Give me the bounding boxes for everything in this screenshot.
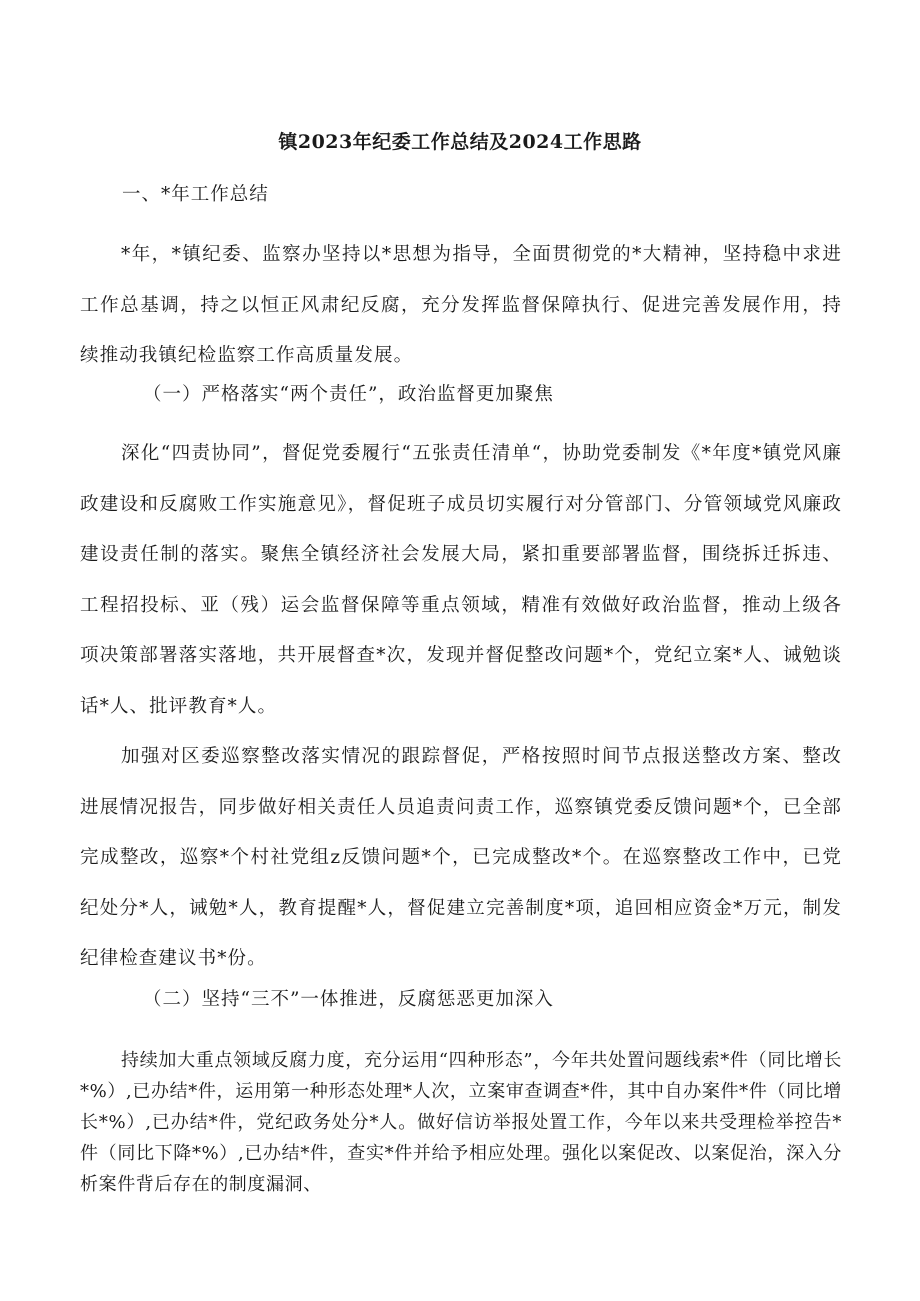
- subsection-heading-responsibility: （一）严格落实“两个责任”，政治监督更加聚焦: [143, 384, 554, 405]
- paragraph-anti-corruption: 持续加大重点领域反腐力度，充分运用“四种形态”，今年共处置问题线索*件（同比增长*%）,已办结*件，运用第一种形态处理*人次，立案审查调查*件，其中自办案件*件（同比增长*%）,已办结*件，党纪政务处分*人。做好信访举报处置工作，今年以来共受理检举控告*件（同比下降*%）,已办结*件，查实*件并给予相应处理。强化以案促改、以案促治，深入分析案件背后存在的制度漏洞、: [80, 1050, 842, 1195]
- section-heading-work-summary: 一、*年工作总结: [122, 184, 269, 205]
- document-title: 镇2023年纪委工作总结及2024工作思路: [278, 131, 642, 153]
- paragraph-political-supervision: 深化“四责协同”，督促党委履行“五张责任清单“，协助党委制发《*年度*镇党风廉政建设和反腐败工作实施意见》，督促班子成员切实履行对分管部门、分管领域党风廉政建设责任制的落实。聚焦全镇经济社会发展大局，紧扣重要部署监督，围绕拆迁拆违、工程招投标、亚（残）运会监督保障等重点领域，精准有效做好政治监督，推动上级各项决策部署落实落地，共开展督查*次，发现并督促整改问题*个，党纪立案*人、诫勉谈话*人、批评教育*人。: [80, 443, 842, 717]
- intro-paragraph: *年，*镇纪委、监察办坚持以*思想为指导，全面贯彻党的*大精神，坚持稳中求进工作总基调，持之以恒正风肃纪反腐，充分发挥监督保障执行、促进完善发展作用，持续推动我镇纪检监察工作高质量发展。: [80, 244, 842, 366]
- paragraph-inspection-rectification: 加强对区委巡察整改落实情况的跟踪督促，严格按照时间节点报送整改方案、整改进展情况报告，同步做好相关责任人员追责问责工作，巡察镇党委反馈问题*个，已全部完成整改，巡察*个村社党组z反馈问题*个，已完成整改*个。在巡察整改工作中，已党纪处分*人，诫勉*人，教育提醒*人，督促建立完善制度*项，追回相应资金*万元，制发纪律检查建议书*份。: [80, 746, 842, 969]
- subsection-heading-anti-corruption: （二）坚持“三不”一体推进，反腐惩恶更加深入: [143, 989, 554, 1010]
